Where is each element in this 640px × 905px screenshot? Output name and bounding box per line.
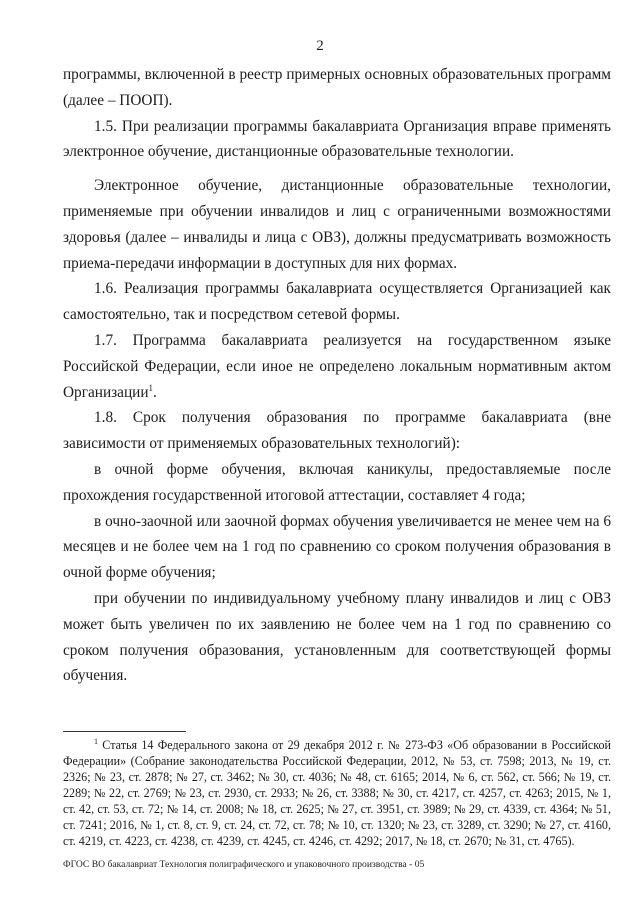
paragraph-1-7-text: 1.7. Программа бакалавриата реализуется на государственном языке Российской Федерации, если иное не определено локальным нормативным актом Организации [63,331,611,401]
paragraph-1-6: 1.6. Реализация программы бакалавриата осуществляется Организацией как самостоятельно, так и посредством сетевой формы. [63,280,611,324]
body-text [63,62,611,689]
footnote-text: Статья 14 Федерального закона от 29 декабря 2012 г. № 273-ФЗ «Об образовании в Российской Федерации» (Собрание законодательства Российской Федерации, 2012, № 53, ст. 7598; 2013, № 19, ст. 2326; № 23, ст. 2878; № 27, ст. 3462; № 30, ст. 4036; № 48, ст. 6165; 2014, № 6, ст. 562, ст. 566; № 19, ст. 2289; № 22, ст. 2769; № 23, ст. 2930, ст. 2933; № 26, ст. 3388; № 30, ст. 4217, ст. 4257, ст. 4263; 2015, № 1, ст. 42, ст. 53, ст. 72; № 14, ст. 2008; № 18, ст. 2625; № 27, ст. 3951, ст. 3989; № 29, ст. 4339, ст. 4364; № 51, ст. 7241; 2016, № 1, ст. 8, ст. 9, ст. 24, ст. 72, ст. 78; № 10, ст. 1320; № 23, ст. 3289, ст. 3290; № 27, ст. 4160, ст. 4219, ст. 4223, ст. 4238, ст. 4239, ст. 4245, ст. 4246, ст. 4292; 2017, № 18, ст. 2670; № 31, ст. 4765). [63,738,611,848]
paragraph-full-time: в очной форме обучения, включая каникулы, предоставляемые после прохождения государственной итоговой аттестации, составляет 4 года; [63,460,611,504]
page-footer: ФГОС ВО бакалавриат Технология полиграфического и упаковочного производства - 05 [63,859,425,870]
paragraph-electronic-learning: Электронное обучение, дистанционные образовательные технологии, применяемые при обучении инвалидов и лиц с ограниченными возможностями здоровья (далее – инвалиды и лица с ОВЗ), должны предусматривать возможность приема-передачи информации в доступных для них формах. [63,177,611,272]
page-number: 2 [316,38,324,54]
paragraph-1-7-tail: . [153,383,157,401]
paragraph-individual-plan: при обучении по индивидуальному учебному плану инвалидов и лиц с ОВЗ может быть увеличен по их заявлению не более чем на 1 год по сравнению со сроком получения образования, установленным для соответствующей формы обучения. [63,589,611,685]
footnote-divider [63,731,186,732]
footnote-mark: 1 [94,737,98,746]
paragraph-poop: программы, включенной в реестр примерных основных образовательных программ (далее – ПООП). [63,66,611,109]
footnote [63,737,611,849]
paragraph-1-5: 1.5. При реализации программы бакалавриата Организация вправе применять электронное обучение, дистанционные образовательные технологии. [63,117,611,161]
paragraph-1-7 [63,328,611,405]
footnote-ref: 1 [148,382,154,393]
paragraph-part-time: в очно-заочной или заочной формах обучения увеличивается не менее чем на 6 месяцев и не более чем на 1 год по сравнению со сроком получения образования в очной форме обучения; [63,512,611,582]
paragraph-1-8: 1.8. Срок получения образования по программе бакалавриата (вне зависимости от применяемых образовательных технологий): [63,409,611,453]
